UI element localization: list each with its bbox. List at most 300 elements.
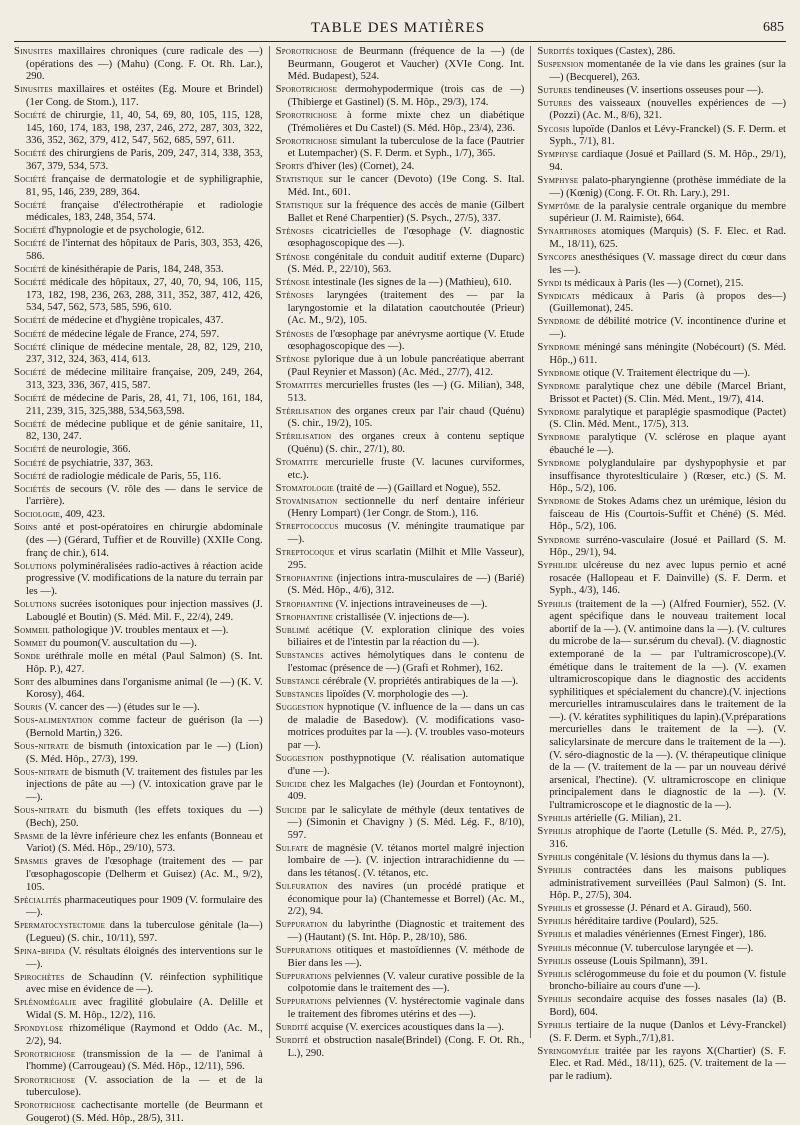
index-entry [537,496,786,534]
entry-headword: Suppurations [275,970,332,982]
entry-headword: Sporotrichose [275,46,338,57]
index-entry [14,484,263,509]
index-entry [14,1100,263,1125]
index-entry [537,865,786,903]
index-entry [276,161,525,174]
entry-headword: Sténose [275,251,310,263]
entry-text: anesthésiques (V. massage direct du cœur dans les —). [549,252,787,276]
entry-text: méconnue (V. tuberculose laryngée et —). [571,942,754,954]
entry-text: chez les Malgaches (le) (Jourdan et Fontoynont), 409. [287,778,525,803]
entry-headword: Stérilisation [275,405,332,417]
entry-headword: Syphilis [537,916,572,928]
index-entry [276,380,525,405]
entry-headword: Syphilis [537,851,572,863]
entry-text: maxillaires et ostéites (Eg. Moure et Brindel) (1er Cong. de Stom.), 117. [26,84,263,108]
entry-headword: Splénomégalie [14,997,77,1009]
entry-headword: Syphilis [537,929,572,941]
entry-text: pathologique )V. troubles mentaux et —). [49,624,229,636]
entry-headword: Sténoses [275,328,314,340]
index-entry [14,329,263,342]
entry-text: osseuse (Louis Spilmann), 391. [571,955,708,967]
entry-text: clinique de médecine mentale, 28, 82, 129, 210, 237, 312, 324, 363, 414, 613. [26,341,263,366]
entry-text: ulcéreuse du nez avec lupus pernio et acné rosacée (Hallopeau et F. Dainville) (S. F. Derm. et Syph., 4/3), 146. [549,560,787,597]
entry-headword: Sténose [275,277,310,289]
index-entry [537,916,786,929]
entry-text: mercurielles frustes (les —) (G. Milian), 348, 513. [287,379,525,404]
entry-text: graves de l'œsophage (traitement des — par l'œsophagoscopie (Delherm et Guisez) (Ac. M., 9/2), 105. [26,856,263,893]
index-entry [14,174,263,199]
index-entry [276,226,525,251]
entry-text: congénitale du conduit auditif externe (Duparc) (S. Méd. P., 22/10), 563. [287,251,525,276]
index-entry [537,175,786,200]
entry-headword: Sulfate [275,842,309,854]
entry-text: de médecine de Paris, 28, 41, 71, 106, 161, 184, 211, 239, 315, 325,388, 534,563,598. [26,393,263,417]
entry-headword: Société [14,444,47,456]
entry-text: secondaire acquise des fosses nasales (la) (B. Bord), 604. [549,994,787,1019]
index-entry [276,277,525,290]
entry-text: de la paralysie centrale organique du membre supérieur (J. M. Raimiste), 664. [549,200,787,225]
entry-headword: Suicide [275,804,307,816]
entry-text: de médecine publique et de génie sanitaire, 11, 82, 130, 247. [26,418,263,443]
entry-headword: Sporotrichose [14,1100,76,1112]
index-columns [14,46,787,1124]
entry-text: contractées dans les maisons publiques administrativement surveillées (Paul Salmon) (S. Int. Hôp. P., 27/5), 304. [549,865,787,902]
entry-headword: Syphilis [537,1020,572,1032]
page-number: 685 [763,20,784,35]
index-entry [537,226,786,251]
index-entry [537,98,786,123]
entry-headword: Solutions [14,560,57,572]
entry-text: à forme mixte chez un diabétique (Trémolières et Du Castel) (S. Méd. Hôp., 23/4), 236. [287,109,525,134]
entry-headword: Syphilis [537,994,572,1006]
index-column-1 [14,46,270,1124]
entry-text: cardiaque (Josué et Paillard (S. M. Hôp., 29/1), 94. [549,149,787,173]
index-entry [537,852,786,865]
entry-headword: Société [14,328,47,340]
index-entry [537,1020,786,1045]
entry-headword: Société [14,470,47,482]
entry-headword: Syndrome [537,432,581,444]
entry-headword: Sort [14,676,35,688]
entry-text: sectionnelle du nerf dentaire inférieur (Henry Lompart) (1er Congr. de Stom.), 116. [287,495,525,520]
entry-headword: Streptocoque [275,547,335,559]
entry-text: (V. cancer des —) (études sur le —). [42,702,200,714]
index-entry [14,741,263,766]
entry-text: paralytique chez une débile (Marcel Briant, Brissot et Pactet) (S. Clin. Méd. Ment., 19/7), 414. [549,380,787,405]
entry-text: des organes creux par l'air chaud (Quénu) (S. chir., 19/2), 105. [287,405,525,430]
index-entry [14,46,263,84]
index-entry [14,393,263,418]
entry-headword: Syndrome [537,534,581,546]
index-entry [276,779,525,804]
entry-headword: Syphilis [537,968,572,980]
entry-headword: Sociologie [14,509,60,521]
entry-headword: Symptôme [537,200,580,212]
index-entry [14,367,263,392]
index-entry [276,599,525,612]
entry-text: acétique (V. exploration clinique des voies biliaires et de l'intestin par la réaction du —). [287,624,525,649]
entry-headword: Société [14,367,47,379]
index-entry [276,702,525,752]
entry-text: cicatricielles de l'œsophage (V. diagnostic œsophagoscopique des —). [287,225,525,250]
index-entry [14,1049,263,1074]
entry-headword: Sténoses [275,290,314,302]
entry-headword: Substance [275,676,320,688]
entry-text: de médecine militaire française, 209, 249, 264, 313, 323, 336, 367, 415, 587. [26,367,263,391]
index-entry [537,368,786,381]
index-entry [14,238,263,263]
index-entry [537,59,786,84]
entry-text: des vaisseaux (nouvelles expériences de —) (Pozzi) (Ac. M., 8/6), 321. [549,97,787,122]
index-entry [14,148,263,173]
index-entry [14,946,263,971]
index-entry [14,920,263,945]
index-entry [537,458,786,496]
entry-text: mucosus (V. méningite traumatique par —). [287,521,525,546]
entry-headword: Sublimé [275,624,310,636]
entry-text: ts médicaux à Paris (les —) (Cornet), 215. [561,277,744,289]
index-entry [276,483,525,496]
index-entry [276,46,525,84]
entry-headword: Syndicats [537,290,580,302]
entry-text: cristallisée (V. injections de—). [332,611,470,623]
index-entry [537,903,786,916]
entry-text: de bismuth (V. traitement des fistules par les injections de pâte au —) (V. intoxication grave par le —). [26,766,263,803]
index-entry [276,547,525,572]
entry-headword: Société [14,277,47,289]
entry-headword: Syphilis [537,955,572,967]
index-entry [537,278,786,291]
entry-headword: Syphilis [537,903,572,915]
entry-text: toxiques (Castex), 286. [574,46,676,57]
index-entry [537,407,786,432]
entry-headword: Syndrome [537,316,581,328]
entry-headword: Strophantine [275,611,333,623]
index-entry [14,264,263,277]
entry-headword: Stérilisation [275,431,332,443]
entry-headword: Sporotrichose [14,1074,76,1086]
entry-text: sur la fréquence des accès de manie (Gilbert Ballet et René Charpentier) (S. Psych., 27/5), 337. [287,200,525,224]
entry-headword: Sporotrichose [14,1048,76,1060]
entry-headword: Suicide [275,778,307,790]
index-entry [537,46,786,59]
index-entry [14,651,263,676]
entry-headword: Suspension [537,59,584,71]
entry-headword: Syndrome [537,406,581,418]
index-entry [276,329,525,354]
entry-text: , 409, 423. [60,509,106,521]
entry-headword: Société [14,393,47,405]
index-entry [537,599,786,813]
entry-headword: Société [14,418,47,430]
index-entry [276,843,525,881]
entry-text: laryngées (traitement des — par la laryngostomie et la dilatation caoutchoutée (Prieur) (Ac. M., 9/2), 105. [287,290,525,327]
entry-headword: Stomatite [275,457,319,468]
index-entry [276,290,525,328]
entry-text: méningé sans méningite (Nobécourt) (S. Méd. Hôp.,) 611. [549,342,787,366]
index-entry [537,943,786,956]
entry-text: dermohypodermique (trois cas de —) (Thibierge et Gastinel) (S. M. Hôp., 29/3), 174. [287,84,525,108]
index-entry [14,225,263,238]
entry-text: (V. association de la — et de la tuberculose). [26,1074,263,1099]
entry-headword: Syndrome [537,367,581,379]
index-entry [14,200,263,225]
entry-headword: Strophantine [275,572,333,584]
index-entry [276,919,525,944]
entry-headword: Société [14,225,47,237]
entry-text: cachectisante mortelle (de Beurmann et Gougerot) (S. Méd. Hôp., 28/5), 311. [26,1100,263,1124]
index-entry [14,831,263,856]
entry-text: et virus scarlatin (Milhit et Mlle Vasseur), 295. [287,547,525,571]
index-entry [14,677,263,702]
index-entry [14,110,263,148]
index-entry [14,638,263,651]
entry-headword: Société [14,457,47,469]
entry-text: du poumon(V. auscultation du —). [47,637,197,649]
index-entry [14,522,263,560]
index-entry [537,826,786,851]
entry-text: pylorique due à un lobule pancréatique aberrant (Paul Reynier et Masson) (Ac. Méd., 27/7), 412. [287,354,525,378]
entry-headword: Syphilis [537,813,572,825]
entry-headword: Syphilis [537,826,572,838]
entry-text: du bismuth (les effets toxiques du —) (Bech), 250. [26,805,263,829]
entry-headword: Syphilis [537,598,572,610]
entry-headword: Sporotrichose [275,135,338,147]
entry-headword: Société [14,109,47,121]
entry-text: (traitement de la —) (Alfred Fournier), 552. (V. agent spécifique dans le nouveau traitement local abortif de la —). (V. antimoine dans la —). (V. cultures du microbe de la— sur.sérum du cheval). (V. diagnostic extemporané de la — par l'ultramicroscope).(V. émétique dans le traitement de la —). (V. examen ultramicroscopique dans le diagnostic des accidents syphilitiques et spécialement du chancre).(V. injections mercurielles intramusculaires dans le traitement de la —). (V. kératites syphilitiques du lapin).(V.préparations mercurielles dans le traitement de la —). (V. salicylarsinate de mercure dans le traitement de la —). (V. séro-diagnostic de la —). (V. thérapeutique clinique de la — (V. traitement de la — par un nouveau dérivé arsenical, l'hectine). (V. ultramicroscope en clinique principalement dans le diagnostic de la —). (V. l'ultramicroscope et le diagnostic de la —). [549,598,787,812]
entry-text: paralytique (V. sclérose en plaque ayant ébauché le —). [549,432,787,456]
index-entry [537,85,786,98]
entry-text: de la lèvre inférieure chez les enfants (Bonneau et Variot) (S. Méd. Hôp., 29/10), 573. [26,830,263,855]
entry-text: de l'œsophage par anévrysme aortique (V. Etude œsophagoscopique des —). [287,328,525,353]
entry-headword: Sulfuration [275,881,328,893]
entry-text: de kinésithérapie de Paris, 184, 248, 353. [46,264,224,276]
index-entry [276,406,525,431]
entry-headword: Sociétés [14,483,51,495]
index-entry [14,856,263,894]
index-column-2 [275,46,532,1059]
index-entry [14,419,263,444]
entry-headword: Spasme [14,830,44,842]
entry-headword: Suppurations [275,996,332,1008]
entry-text: traitée par les rayons X(Chartier) (S. F. Elec. et Rad. Méd., 18/11), 625. (V. traitement de la — par le radium). [549,1045,787,1082]
entry-headword: Statistique [275,200,324,212]
index-entry [14,702,263,715]
entry-text: d'hypnologie et de psychologie, 612. [46,225,205,237]
entry-headword: Sous-nitrate [14,766,69,778]
index-entry [276,496,525,521]
index-entry [276,136,525,161]
index-entry [276,1035,525,1060]
header-rule [14,41,786,42]
entry-text: de Schaudinn (V. réinfection syphilitique avec mise en évidence de —). [26,971,263,996]
entry-text: maxillaires chroniques (cure radicale des —) (opérations des —) (Mahu) (Cong. F. Ot. Rh. Lar.), 290. [26,46,263,83]
entry-text: congénitale (V. lésions du thymus dans la —). [571,851,770,863]
entry-headword: Surdités [537,46,575,57]
entry-headword: Symphyse [537,174,579,186]
entry-text: rhizomélique (Raymond et Oddo (Ac. M., 2/2), 94. [26,1023,263,1047]
page-header [12,18,784,40]
entry-headword: Suggestion [275,753,324,765]
entry-headword: Société [14,238,47,250]
index-entry [537,342,786,367]
index-entry [14,342,263,367]
entry-headword: Spermatocystectomie [14,920,106,932]
entry-text: polyglandulaire par dyshypophysie et par insuffisance thyroteslticulaire ) (Rœser, etc.) (S. M. Hôp., 5/2), 106. [549,458,787,495]
index-entry [537,1046,786,1084]
entry-text: (V. résultats éloignés des interventions sur le —). [26,946,263,970]
entry-headword: Société [14,199,47,211]
entry-text: médicale des hôpitaux, 27, 40, 70, 94, 106, 115, 173, 182, 198, 236, 263, 288, 311, 352, 387, 412, 426, 534, 547, 562, 573, 585, 596, 610. [26,277,263,314]
entry-headword: Syndrome [537,342,581,354]
index-entry [276,110,525,135]
entry-text: et grossesse (J. Pénard et A. Giraud), 560. [571,903,752,915]
index-entry [537,956,786,969]
entry-headword: Société [14,341,47,353]
entry-text: simulant la tuberculose de la face (Pautrier et Lutempacher) (S. F. Derm. et Syph., 1/7), 365. [287,135,525,160]
entry-headword: Société [14,148,47,160]
entry-headword: Syphilide [537,560,578,572]
entry-text: de chirurgie, 11, 40, 54, 69, 80, 105, 115, 128, 145, 160, 174, 183, 198, 237, 246, 272, 287, 303, 322, 336, 352, 362, 379, 412, 547, 562, 685, 597, 611. [26,109,263,147]
entry-text: atrophique de l'aorte (Letulle (S. Méd. P., 27/5), 316. [549,826,787,850]
entry-headword: Syndrome [537,380,581,392]
entry-headword: Syncopes [537,252,577,263]
index-entry [537,560,786,598]
entry-headword: Sutures [537,84,572,96]
entry-text: de magnésie (V. tétanos mortel malgré injection lombaire de —). (V. injection intrarachidienne du — dans les tétanos(. (V. tétanos, etc. [287,842,525,879]
entry-text: française de dermatologie et de syphiligraphie, 81, 95, 146, 239, 289, 364. [26,173,263,198]
entry-text: de médecine légale de France, 274, 597. [46,328,220,340]
index-entry [537,316,786,341]
index-entry [537,201,786,226]
entry-text: cérébrale (V. propriétés antirabiques de la —). [319,676,519,688]
entry-headword: Suggestion [275,702,324,714]
entry-headword: Syndrome [537,458,581,469]
entry-text: posthypnotique (V. réalisation automatique d'une —). [287,753,525,777]
index-entry [14,972,263,997]
index-entry [14,767,263,805]
index-entry [14,805,263,830]
index-entry [276,252,525,277]
index-entry [276,753,525,778]
index-entry [14,1023,263,1048]
index-entry [537,432,786,457]
entry-headword: Sinusites [14,84,53,96]
index-entry [14,471,263,484]
index-entry [14,561,263,599]
index-entry [14,997,263,1022]
entry-text: sur le cancer (Devoto) (19e Cong. S. Ital. Méd. Int., 601. [287,174,525,199]
index-entry [276,996,525,1021]
index-entry [14,895,263,920]
index-entry [537,252,786,277]
entry-text: polyminéralisées radio-actives à réaction acide progressive (V. modifications de la nature du terrain par les —). [26,560,263,597]
entry-text: de psychiatrie, 337, 363. [46,457,153,469]
entry-headword: Strophantine [275,598,333,610]
entry-text: d'hiver (les) (Cornet), 24. [304,161,415,173]
entry-text: atomiques (Marquis) (S. F. Elec. et Rad. M., 18/11), 625. [549,226,787,250]
index-entry [14,444,263,457]
entry-text: de bismuth (intoxication par le —) (Lion) (S. Méd. Hôp., 27/3), 199. [26,741,263,765]
entry-headword: Sténose [275,354,310,366]
entry-headword: Stomatites [275,379,323,391]
entry-text: acquise (V. exercices acoustiques dans la —). [308,1022,505,1034]
index-entry [537,813,786,826]
index-entry [276,1022,525,1035]
entry-text: sclérogommeuse du foie et du poumon (V. fistule broncho-biliaire au cours d'une —). [549,968,787,993]
entry-text: sucrées isotoniques pour injection massives (J. Labouglé et Boutin) (S. Méd. Mil. F., 22/4), 249. [26,599,263,623]
entry-headword: Substances [275,650,324,662]
entry-text: lipoïdes (V. morphologie des —). [323,689,469,701]
index-entry [276,573,525,598]
index-entry [276,612,525,625]
entry-text: (injections intra-musculaires de —) (Barié) (S. Méd. Hôp., 4/6), 312. [287,572,525,597]
index-entry [14,277,263,315]
entry-text: palato-pharyngienne (prothèse immédiate de la —) (Kœnig) (Cong. F. Ot. Rh. Lary.), 291. [549,174,787,199]
entry-headword: Syphilis [537,865,572,876]
entry-headword: Spécialités [14,894,62,906]
index-entry [14,509,263,522]
entry-text: lupoïde (Danlos et Lévy-Franckel) (S. F. Derm. et Syph., 7/1), 81. [549,123,787,148]
entry-text: pharmaceutiques pour 1909 (V. formulaire des —). [26,894,263,919]
entry-text: pelviennes (V. valeur curative possible de la colpotomie dans le traitement des —). [287,970,525,995]
entry-headword: Sutures [537,97,572,109]
index-entry [14,84,263,109]
entry-text: intestinale (les signes de la —) (Mathieu), 610. [309,277,512,289]
entry-text: des albumines dans l'organisme animal (le —) (K. V. Korosy), 464. [26,676,263,701]
index-entry [14,315,263,328]
entry-headword: Suppuration [275,919,328,931]
entry-text: surréno-vasculaire (Josué et Paillard (S. M. Hôp., 29/1), 94. [549,534,787,559]
entry-text: de radiologie médicale de Paris, 55, 116. [46,470,222,482]
entry-text: artérielle (G. Milian), 21. [571,813,682,825]
index-entry [276,625,525,650]
entry-headword: Sycosis [537,123,570,135]
entry-text: paralytique et paraplégie spasmodique (Pactet) (S. Clin. Méd. Ment., 17/5), 313. [549,406,787,431]
entry-text: médicaux à Paris (à propos des—) (Guillemonat), 245. [549,290,787,315]
entry-headword: Symphyse [537,149,579,161]
index-entry [276,945,525,970]
entry-text: de secours (V. rôle des — dans le service de l'arrière). [26,483,263,508]
entry-text: par le salicylate de méthyle (deux tentatives de —) (Simonin et Chavigny ) (S. Méd. Lég. F., 8/10), 597. [287,804,525,841]
entry-headword: Soins [14,522,38,534]
entry-headword: Sommet [14,637,48,649]
entry-text: (transmission de la — de l'animal à l'homme) (Carrougeau) (S. Méd. Hôp., 12/11), 596. [26,1048,263,1073]
entry-headword: Sous-alimentation [14,715,93,727]
entry-headword: Société [14,315,47,327]
entry-text: française d'électrothérapie et radiologie médicales, 183, 248, 354, 574. [26,199,263,224]
entry-text: actives hémolytiques dans le contenu de l'estomac (présence de —) (Grafi et Rohmer), 162. [287,650,525,674]
entry-headword: Sports [275,161,305,173]
index-entry [276,84,525,109]
index-entry [537,969,786,994]
entry-headword: Sinusites [14,46,53,57]
entry-headword: Sommeil [14,624,50,636]
entry-headword: Spondylose [14,1023,64,1035]
entry-headword: Streptococcus [275,521,339,533]
index-entry [14,599,263,624]
index-entry [537,291,786,316]
entry-headword: Substances [275,689,324,701]
index-entry [276,200,525,225]
entry-text: momentanée de la vie dans les graines (sur la —) (Becquerel), 263. [549,59,787,83]
entry-text: de Stokes Adams chez un urémique, lésion du faisceau de His (Courtois-Suffit et Chéné) (S. Méd. Hôp., 5/2), 106. [549,496,787,533]
index-entry [276,174,525,199]
entry-headword: Spirochètes [14,971,65,983]
entry-text: anté et post-opératoires en chirurgie abdominale (des —) (Gérard, Tuffier et de Rouville) (XXIIe Cong. franç de chir.), 614. [26,522,263,559]
entry-text: de médecine et d'hygiène tropicales, 437. [46,315,224,327]
entry-headword: Syndi [537,277,562,289]
